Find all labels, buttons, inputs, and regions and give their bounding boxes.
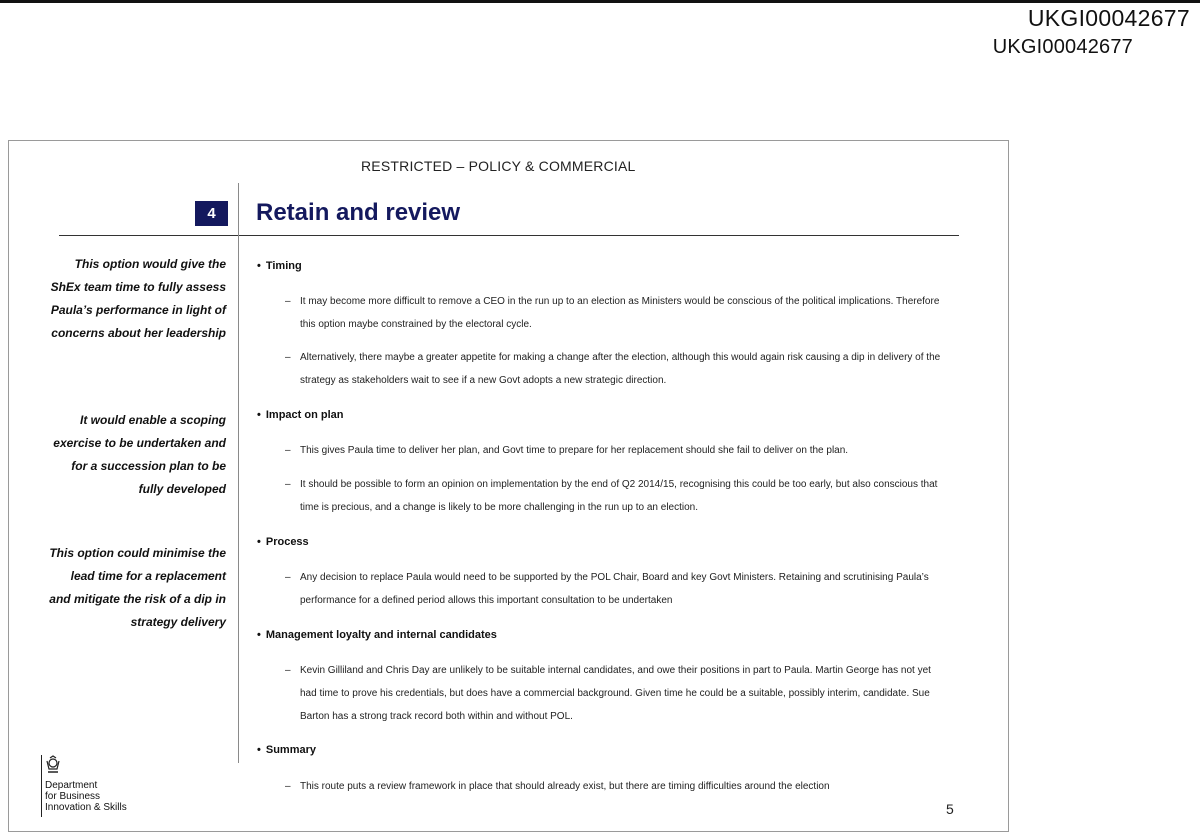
side-note-3: This option could minimise the lead time for a replacement and mitigate the risk of a dip in strategy delivery [49,546,226,629]
list-item: – Kevin Gilliland and Chris Day are unlikely to be suitable internal candidates, and owe their positions in part to Paula. Martin George has not yet had time to prove his credentials, but does have a commercial background. Given time he could be a suitable, possibly interim, candidate. Sue Barton has a strong track record both within and without POL. [285,659,950,728]
list-item: – This gives Paula time to deliver her plan, and Govt time to prepare for her replacement should she fail to deliver on the plan. [285,439,950,462]
list-item: – This route puts a review framework in place that should already exist, but there are timing difficulties around the election [285,775,950,798]
bis-logo [41,755,161,825]
logo-line: for Business [45,791,101,802]
section-heading-label: Management loyalty and internal candidates [265,629,497,641]
classification-label: RESTRICTED – POLICY & COMMERCIAL [361,158,636,174]
section-heading-impact: • Impact on plan [257,409,344,421]
list-item-text: Alternatively, there maybe a greater appetite for making a change after the election, although this would again risk causing a dip in delivery of the strategy as stakeholders wait to see if a new Govt adopts a new strategic direction. [300,352,941,386]
section-heading-timing: • Timing [257,260,302,272]
page-number: 5 [946,801,954,817]
section-number-badge: 4 [195,201,228,226]
list-item: – It should be possible to form an opinion on implementation by the end of Q2 2014/15, recognising this could be too early, but also conscious that time is precious, and a change is likely to be more challenging in the run up to an election. [285,473,950,519]
list-item-text: This route puts a review framework in place that should already exist, but there are timing difficulties around the election [300,781,830,792]
list-item: – It may become more difficult to remove a CEO in the run up to an election as Ministers would be conscious of the political implications. Therefore this option maybe constrained by the electoral cycle. [285,290,950,336]
section-heading-process: • Process [257,536,309,548]
royal-crest-icon [43,755,63,775]
section-heading-label: Timing [265,260,302,272]
side-note-1: This option would give the ShEx team time to fully assess Paula’s performance in light of concerns about her leadership [50,257,226,340]
column-divider [238,183,239,763]
section-heading-management: • Management loyalty and internal candidates [257,629,497,641]
list-item: – Any decision to replace Paula would need to be supported by the POL Chair, Board and key Govt Ministers. Retaining and scrutinising Paula’s performance for a defined period allows this important consultation to be undertaken [285,566,950,612]
list-item-text: Any decision to replace Paula would need to be supported by the POL Chair, Board and key Govt Ministers. Retaining and scrutinising Paula’s performance for a defined period allows this important consultation to be undertaken [300,572,929,606]
logo-rule [41,755,42,817]
list-item-text: It should be possible to form an opinion on implementation by the end of Q2 2014/15, recognising this could be too early, but also conscious that time is precious, and a change is likely to be more challenging in the run up to an election. [300,479,938,513]
list-item: – Alternatively, there maybe a greater appetite for making a change after the election, although this would again risk causing a dip in delivery of the strategy as stakeholders wait to see if a new Govt adopts a new strategic direction. [285,346,950,392]
list-item-text: This gives Paula time to deliver her plan, and Govt time to prepare for her replacement should she fail to deliver on the plan. [300,445,849,456]
logo-line: Innovation & Skills [45,802,127,813]
top-border [0,0,1200,3]
title-rule [59,235,959,236]
section-heading-label: Impact on plan [265,409,344,421]
section-heading-label: Summary [265,744,316,756]
list-item-text: It may become more difficult to remove a CEO in the run up to an election as Ministers would be conscious of the political implications. Therefore this option maybe constrained by the electoral cycle. [300,296,940,330]
logo-line: Department [45,780,98,791]
section-heading-label: Process [265,536,309,548]
section-heading-summary: • Summary [257,744,316,756]
logo-text [45,780,127,813]
slide-page [8,140,1009,832]
list-item-text: Kevin Gilliland and Chris Day are unlikely to be suitable internal candidates, and owe their positions in part to Paula. Martin George has not yet had time to prove his credentials, but does have a commercial background. Given time he could be a suitable, possibly interim, candidate. Sue Barton has a strong track record both within and without POL. [300,665,931,722]
document-id-primary: UKGI00042677 [1027,5,1190,31]
side-note-2: It would enable a scoping exercise to be undertaken and for a succession plan to be fully developed [53,413,226,496]
document-id-secondary: UKGI00042677 [992,36,1133,58]
slide-title: Retain and review [256,199,461,226]
